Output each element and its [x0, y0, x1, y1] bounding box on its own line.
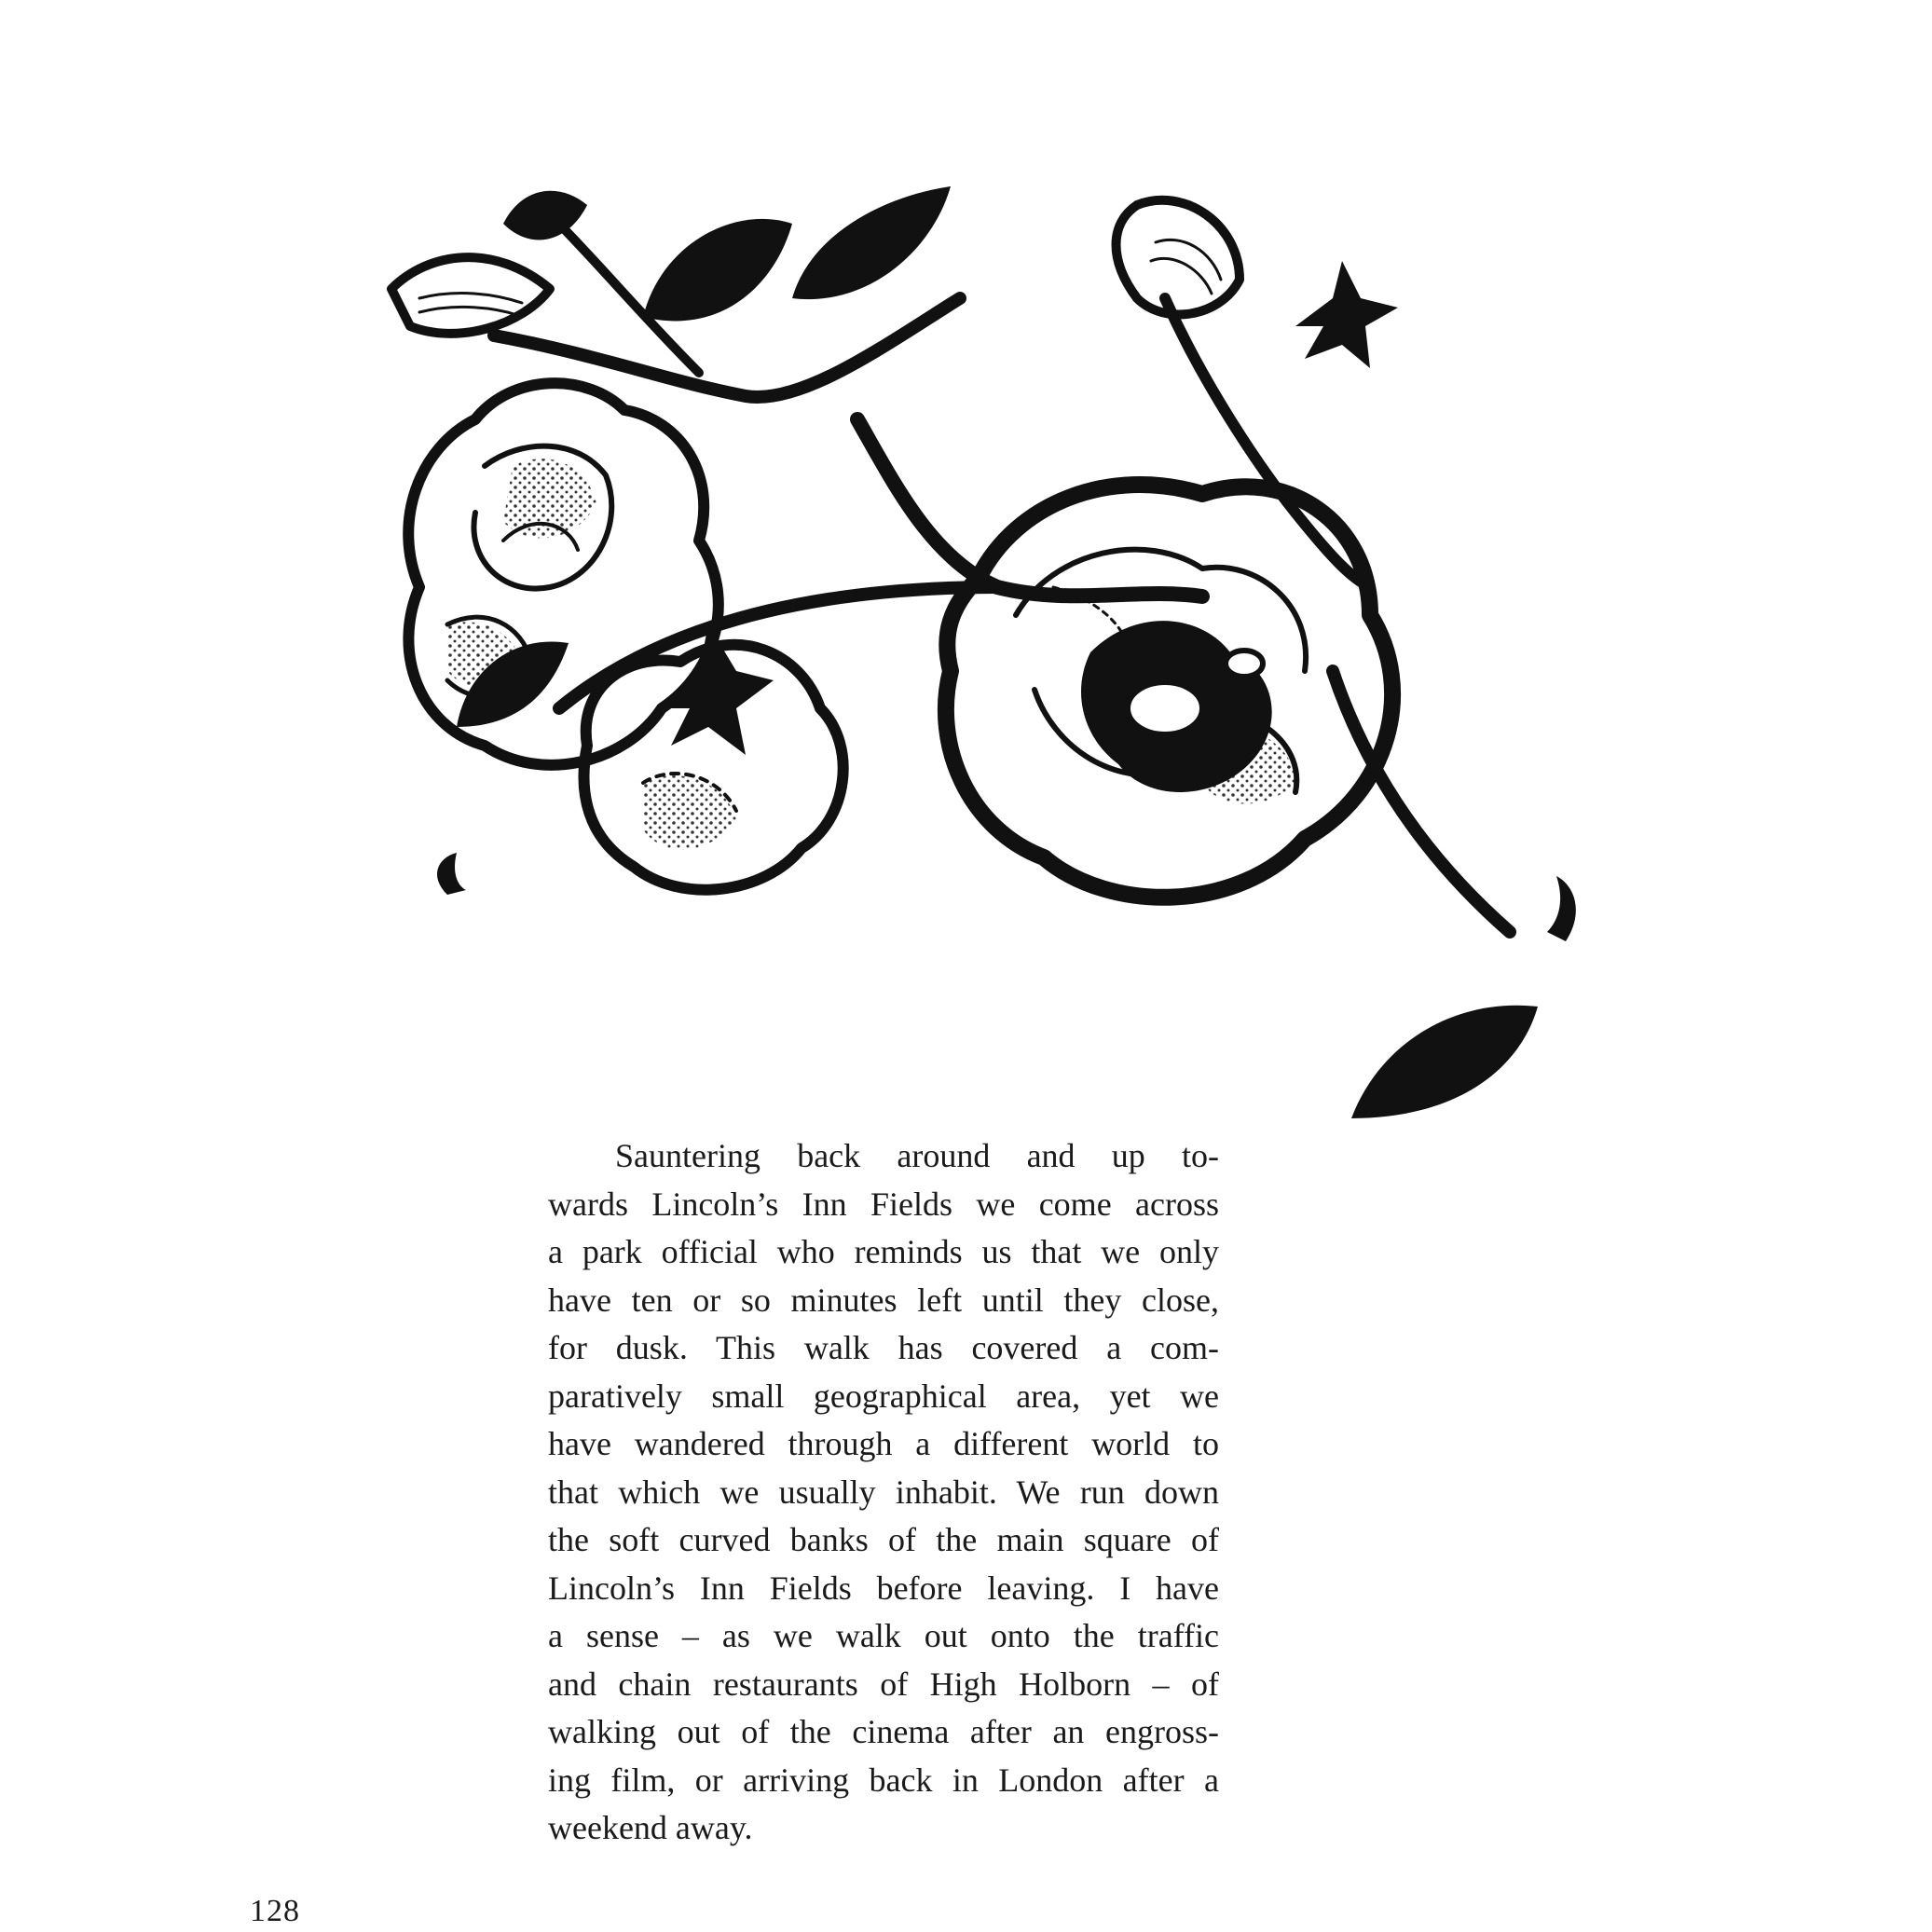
body-line: a park official who reminds us that we only [548, 1233, 1219, 1270]
rose-illustration [363, 186, 1706, 1146]
body-line: and chain restaurants of High Holborn – of [548, 1665, 1219, 1703]
body-line: weekend away. [548, 1809, 753, 1846]
body-line: have ten or so minutes left until they close, [548, 1281, 1219, 1319]
body-line: walking out of the cinema after an engross- [548, 1713, 1219, 1750]
body-line: for dusk. This walk has covered a com- [548, 1329, 1219, 1366]
body-line: wards Lincoln’s Inn Fields we come across [548, 1185, 1219, 1223]
body-line: paratively small geographical area, yet we [548, 1377, 1219, 1415]
body-line: the soft curved banks of the main square of [548, 1521, 1219, 1558]
page-number: 128 [250, 1894, 300, 1928]
body-line: that which we usually inhabit. We run down [548, 1473, 1219, 1511]
body-line: a sense – as we walk out onto the traffic [548, 1617, 1219, 1654]
body-line: ing film, or arriving back in London after a [548, 1761, 1219, 1799]
body-line: Lincoln’s Inn Fields before leaving. I have [548, 1569, 1219, 1607]
body-line: have wandered through a different world to [548, 1425, 1219, 1462]
body-paragraph [548, 1132, 1219, 1853]
body-line: Sauntering back around and up to- [615, 1137, 1219, 1174]
